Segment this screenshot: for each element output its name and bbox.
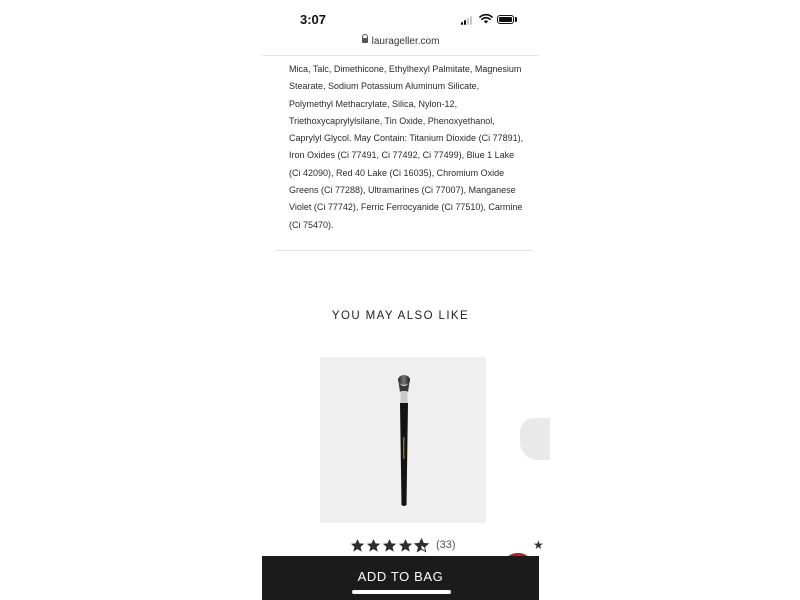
- phone-screen: [262, 0, 544, 600]
- partial-star-icon: ★: [533, 538, 544, 552]
- address-bar-divider: [262, 55, 539, 56]
- half-star-icon: [414, 538, 429, 553]
- lock-icon: [362, 38, 368, 43]
- cellular-signal-icon: [461, 16, 475, 25]
- home-indicator[interactable]: [352, 590, 451, 594]
- makeup-brush-icon: [397, 375, 411, 507]
- status-bar: [262, 0, 539, 34]
- address-bar[interactable]: [262, 36, 539, 54]
- wifi-icon: [479, 13, 493, 24]
- review-count[interactable]: (33): [436, 539, 456, 551]
- status-time: 3:07: [300, 12, 327, 27]
- star-icon: [398, 538, 413, 553]
- add-to-bag-button[interactable]: ADD TO BAG: [262, 556, 539, 596]
- url-text: laurageller.com: [371, 36, 440, 47]
- ingredients-text: Mica, Talc, Dimethicone, Ethylhexyl Palmitate, Magnesium Stearate, Sodium Potassium Aluminum Silicate, Polymethyl Methacrylate, Silica, Nylon-12, Triethoxycaprylylsilane, Tin Oxide, Phenoxyethanol, Caprylyl Glycol. May Contain: Titanium Dioxide (Ci 77891), Iron Oxides (Ci 77491, Ci 77492, Ci 77499), Blue 1 Lake (Ci 42090), Red 40 Lake (Ci 16035), Chromium Oxide Greens (Ci 77288), Ultramarines (Ci 77007), Manganese Violet (Ci 77742), Ferric Ferrocyanide (Ci 77510), Carmine (Ci 75470).: [289, 64, 524, 230]
- star-icon: [366, 538, 381, 553]
- battery-icon: [497, 15, 514, 24]
- product-rating: [350, 537, 456, 553]
- cta-bar: [262, 556, 539, 600]
- next-product-card[interactable]: [520, 418, 550, 460]
- recommendations-title: YOU MAY ALSO LIKE: [331, 310, 470, 322]
- section-divider: [275, 250, 533, 251]
- battery-tip: [515, 17, 517, 22]
- star-icon: [350, 538, 365, 553]
- star-icon: [382, 538, 397, 553]
- product-card[interactable]: [320, 357, 486, 523]
